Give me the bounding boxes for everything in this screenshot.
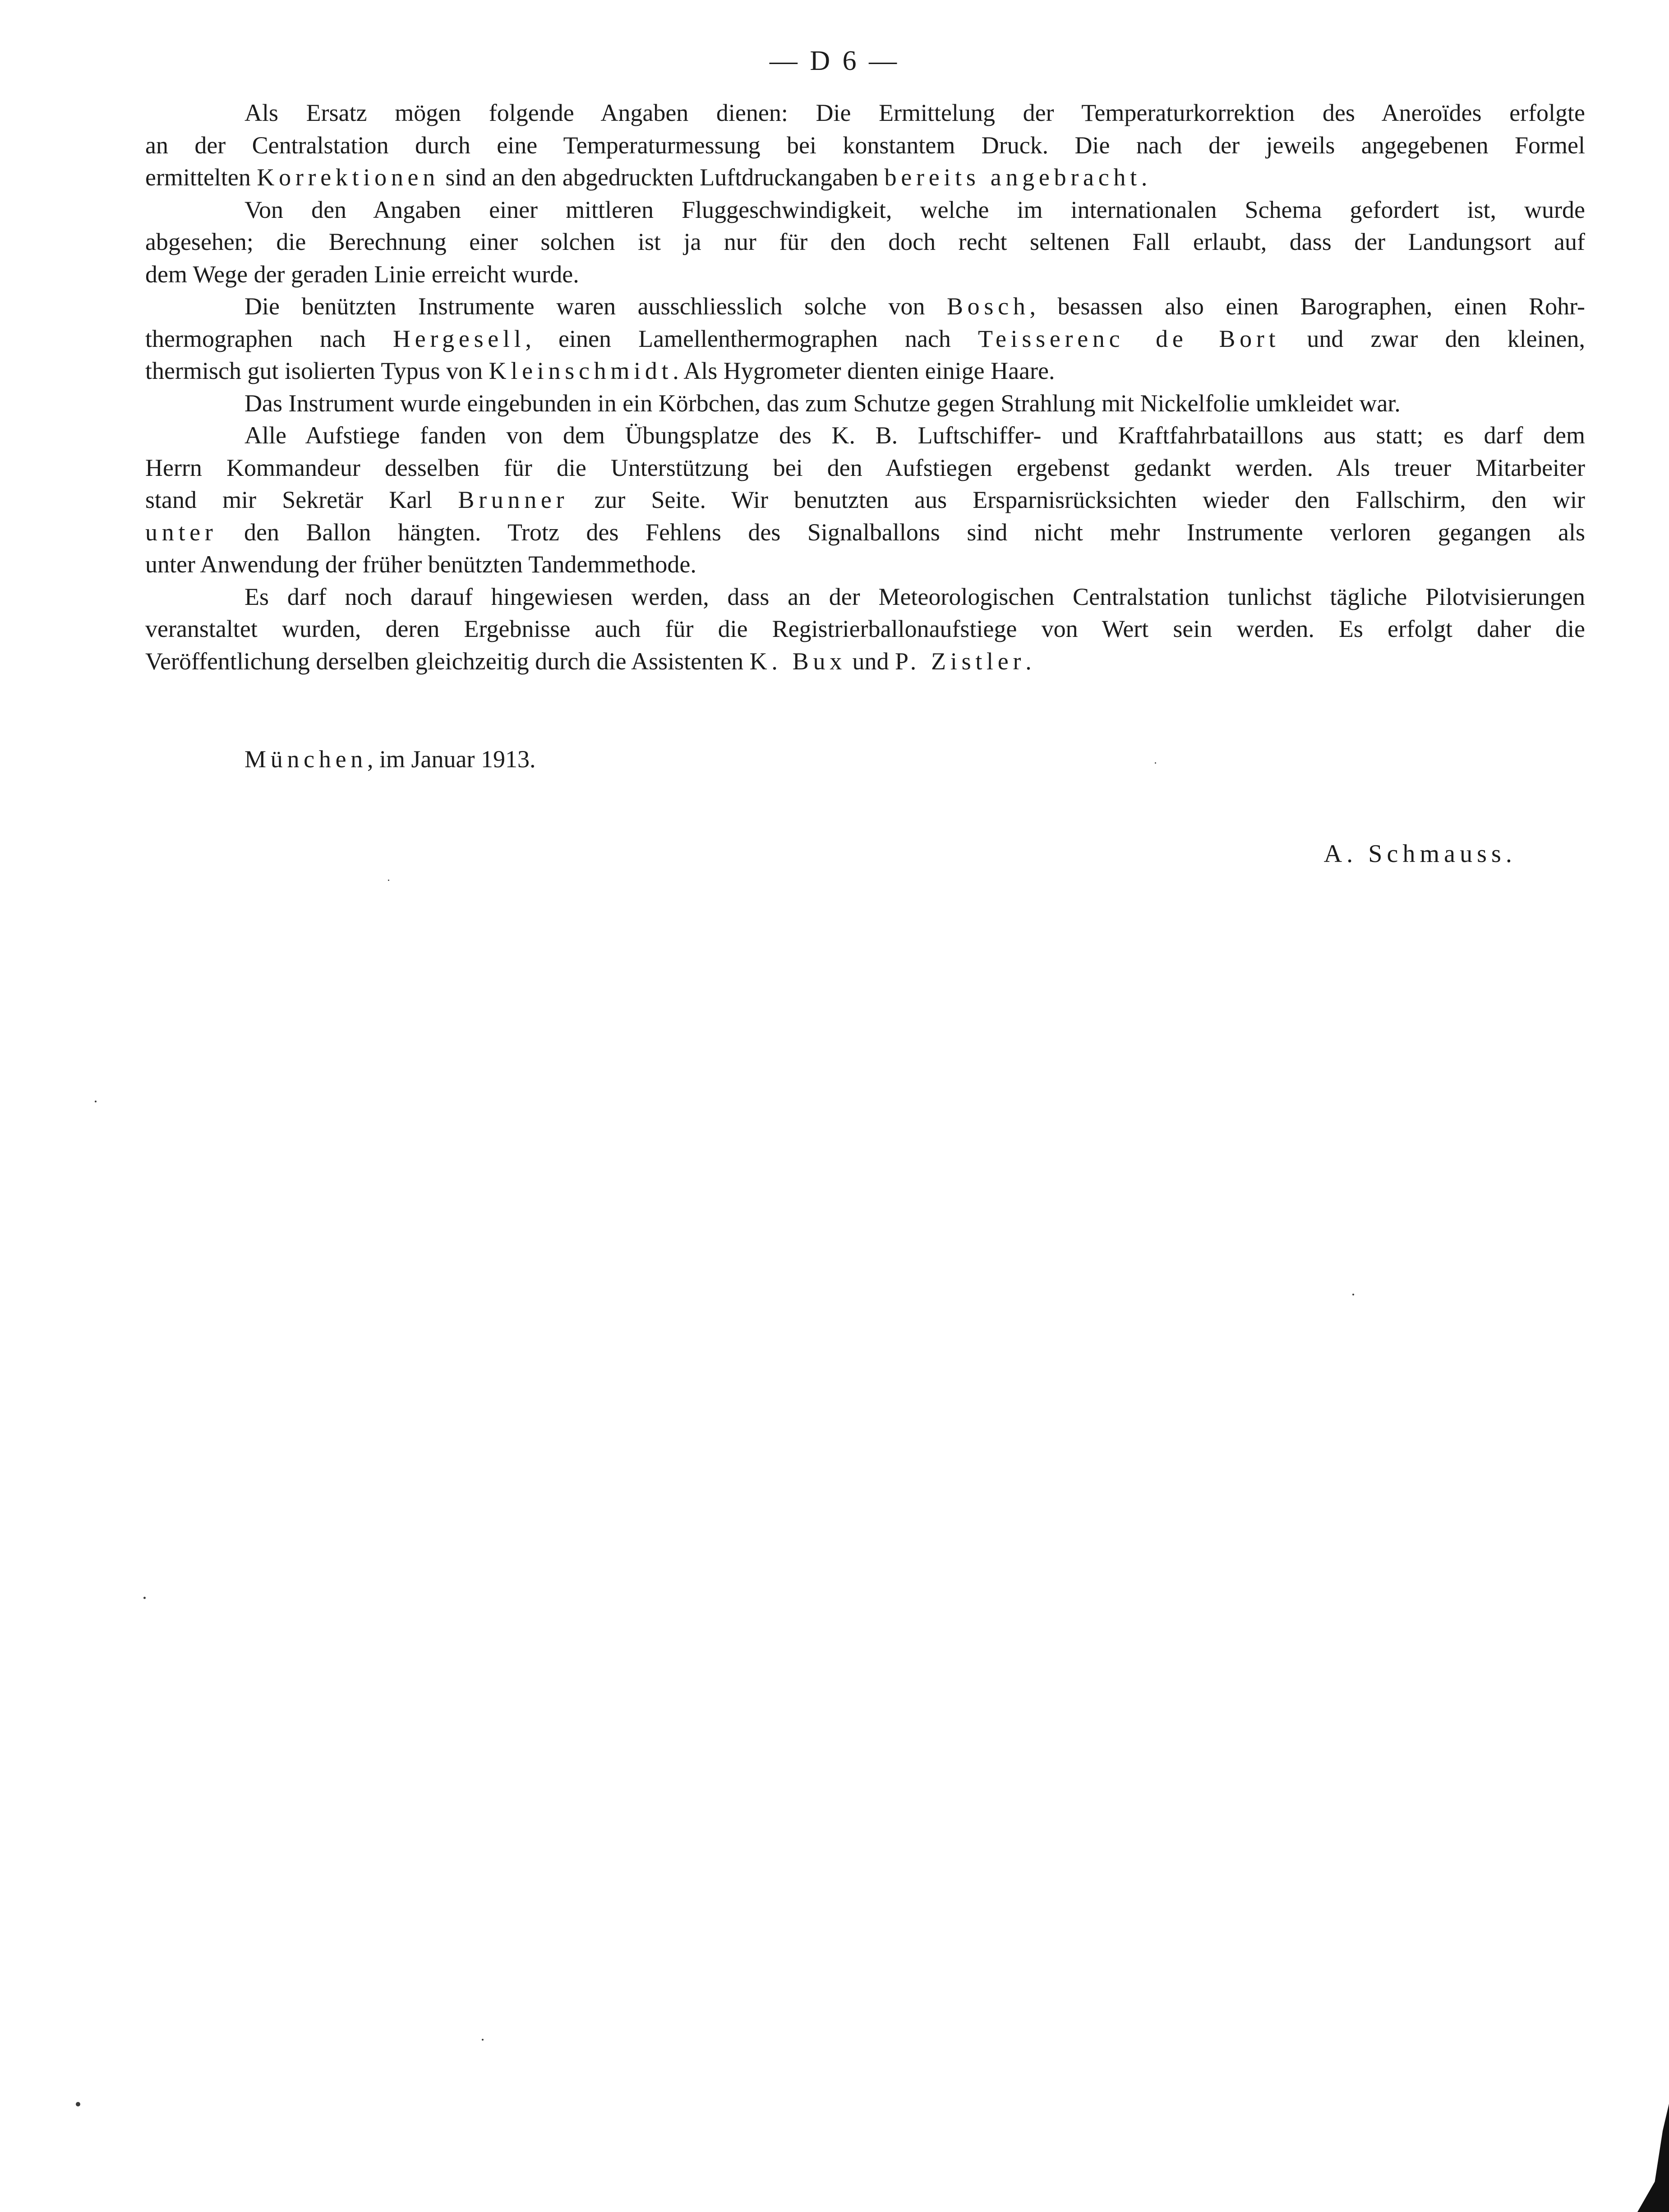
paragraph-3-line-1: [145, 290, 1585, 323]
text-run: thermisch gut isolierten Typus von: [145, 357, 489, 384]
paragraph-1-line-1: Als Ersatz mögen folgende Angaben dienen: Die Ermittelung der Temperaturkorrektion des Aneroïdes erfolgte: [244, 99, 1585, 126]
paragraph-5-line-4: [145, 516, 1585, 549]
paragraph-2-line-1: Von den Angaben einer mittleren Fluggeschwindigkeit, welche im internationalen Schema gefordert ist, wurde: [244, 196, 1585, 223]
scan-speck: [1352, 1294, 1354, 1295]
text-run: Die benützten Instrumente waren ausschliesslich solche von: [244, 293, 947, 320]
text-run: stand mir Sekretär Karl: [145, 486, 458, 513]
emphasis-bereits-angebracht: bereits angebracht: [884, 164, 1141, 191]
text-run: . Als Hygrometer dienten einige Haare.: [673, 357, 1055, 384]
page-header: — D 6 —: [769, 46, 900, 76]
scan-edge-mark: [1637, 2104, 1669, 2212]
paragraph-3-line-2: [145, 323, 1585, 355]
text-run: und: [846, 647, 895, 675]
paragraph-5-line-1: Alle Aufstiege fanden von dem Übungsplatze des K. B. Luftschiffer- und Kraftfahrbataillons aus statt; es darf dem: [244, 422, 1585, 449]
text-run: und zwar den kleinen,: [1280, 325, 1586, 352]
paragraph-6-line-1: Es darf noch darauf hingewiesen werden, dass an der Meteorologischen Centralstation tunlichst tägliche Pilotvisierungen: [244, 583, 1585, 610]
paragraph-2-line-2: abgesehen; die Berechnung einer solchen ist ja nur für den doch recht seltenen Fall erlaubt, dass der Landungsort auf: [145, 228, 1585, 255]
text-run: .: [1025, 647, 1032, 675]
text-run: ermittelten: [145, 164, 257, 191]
date-text: , im Januar 1913.: [367, 746, 536, 773]
paragraph-5-line-5: unter Anwendung der früher benützten Tandemmethode.: [145, 551, 696, 578]
paragraph-5-line-3: [145, 484, 1585, 516]
emphasis-brunner: Brunner: [458, 486, 569, 513]
paragraph-2-line-3: dem Wege der geraden Linie erreicht wurde.: [145, 260, 579, 288]
scan-speck: [1155, 762, 1156, 764]
paragraph-1-line-2: an der Centralstation durch eine Temperaturmessung bei konstantem Druck. Die nach der jeweils angegebenen Formel: [145, 131, 1585, 159]
paragraph-6-line-3: [145, 645, 1585, 678]
emphasis-unter: unter: [145, 518, 217, 546]
text-run: , besassen also einen Barographen, einen Rohr-: [1029, 293, 1585, 320]
emphasis-hergesell: Hergesell: [393, 325, 526, 352]
scan-speck: [76, 2102, 80, 2106]
scan-speck: [482, 2039, 484, 2041]
emphasis-p-zistler: P. Zistler: [894, 647, 1026, 675]
paragraph-3-line-3: [145, 355, 1585, 387]
emphasis-teisserenc-de-bort: Teisserenc de Bort: [978, 325, 1280, 352]
body-text: [145, 97, 1585, 677]
author-signature: A. Schmauss.: [1323, 840, 1517, 868]
text-run: sind an den abgedruckten Luftdruckangaben: [439, 164, 885, 191]
text-run: , einen Lamellenthermographen nach: [525, 325, 978, 352]
scan-speck: [388, 880, 389, 881]
paragraph-6-line-2: veranstaltet wurden, deren Ergebnisse auch für die Registrierballonaufstiege von Wert sein werden. Es erfolgt daher die: [145, 615, 1585, 642]
text-run: zur Seite. Wir benutzten aus Ersparnisrücksichten wieder den Fallschirm, den wir: [568, 486, 1585, 513]
text-run: thermographen nach: [145, 325, 393, 352]
date-line: [244, 743, 535, 775]
scan-speck: [95, 1101, 97, 1102]
emphasis-bosch: Bosch: [946, 293, 1030, 320]
place-name: München: [244, 746, 367, 773]
emphasis-kleinschmidt: Kleinschmidt: [489, 357, 673, 384]
text-run: .: [1141, 164, 1148, 191]
paragraph-5-line-2: Herrn Kommandeur desselben für die Unterstützung bei den Aufstiegen ergebenst gedankt werden. Als treuer Mitarbeiter: [145, 454, 1585, 481]
paragraph-1-line-3: [145, 161, 1585, 194]
paragraph-4-line-1: Das Instrument wurde eingebunden in ein Körbchen, das zum Schutze gegen Strahlung mit Nickelfolie umkleidet war.: [244, 389, 1401, 417]
emphasis-k-bux: K. Bux: [749, 647, 846, 675]
scan-speck: [143, 1597, 146, 1599]
emphasis-korrektionen: Korrektionen: [257, 164, 439, 191]
text-run: Veröffentlichung derselben gleichzeitig durch die Assistenten: [145, 647, 750, 675]
text-run: den Ballon hängten. Trotz des Fehlens des Signalballons sind nicht mehr Instrumente verloren gegangen als: [217, 518, 1585, 546]
